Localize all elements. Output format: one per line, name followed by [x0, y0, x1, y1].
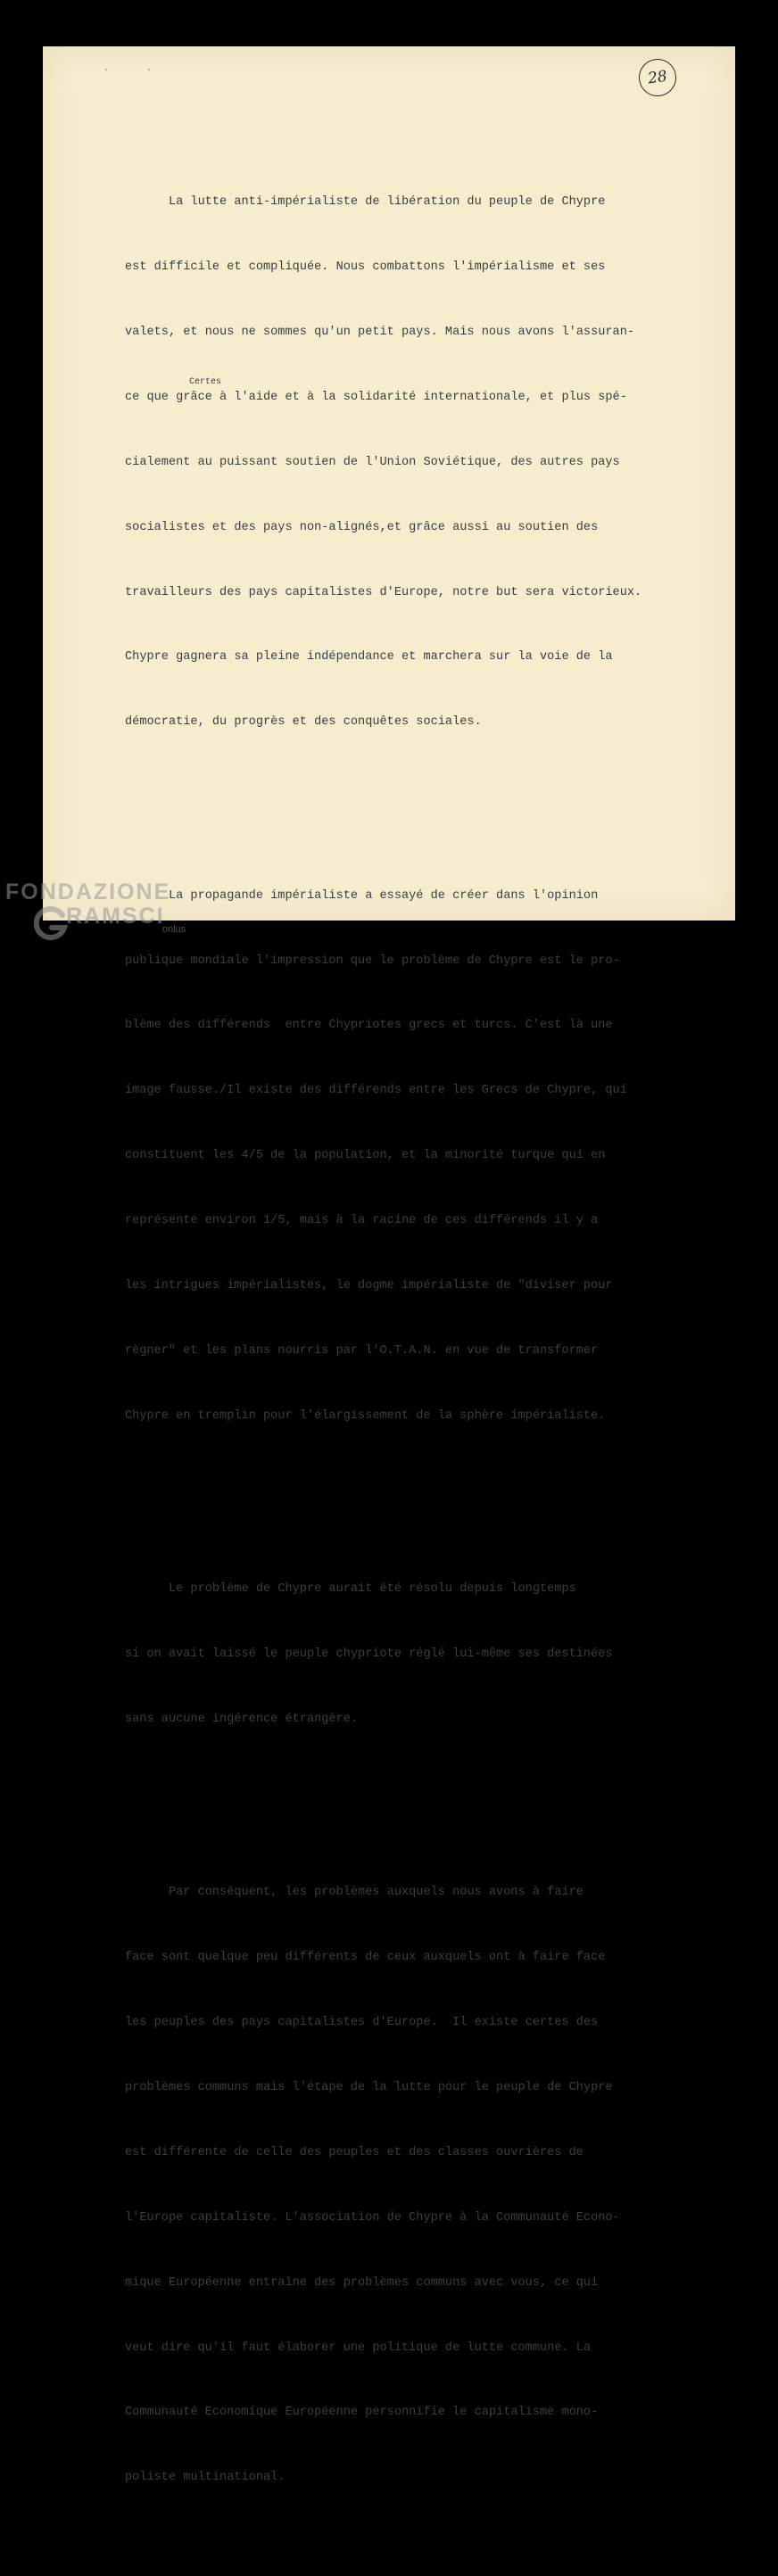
text-line: Communauté Economique Européenne personnifie le capitalisme mono-: [125, 2406, 599, 2420]
text-line: sans aucune ingérence étrangère.: [125, 1712, 359, 1726]
watermark-g-logo-icon: [32, 904, 70, 942]
paragraph-1: [125, 149, 678, 778]
text-line: l'Europe capitaliste. L'association de Chypre à la Communauté Econo-: [125, 2210, 620, 2225]
text-line: si on avait laissé le peuple chypriote réglé lui-même ses destinées: [125, 1647, 613, 1662]
document-text: [125, 105, 678, 2576]
watermark-line1: FONDAZIONE: [5, 879, 171, 904]
text-line: problèmes communs mais l'étape de la lutte pour le peuple de Chypre: [125, 2081, 613, 2095]
archive-watermark: [5, 879, 186, 935]
text-line: blème des différends entre Chypriotes grecs et turcs. C'est là une: [125, 1019, 613, 1033]
text-line: Par conséquent, les problèmes auxquels nous avons à faire: [125, 1886, 584, 1900]
text-line: valets, et nous ne sommes qu'un petit pays. Mais nous avons l'assuran-: [125, 325, 635, 339]
text-line: travailleurs des pays capitalistes d'Europe, notre but sera victorieux.: [125, 585, 642, 599]
text-line: Le problème de Chypre aurait été résolu depuis longtemps: [125, 1582, 576, 1597]
paragraph-4: [125, 1839, 678, 2533]
text-line: est différente de celle des peuples et des classes ouvrières de: [125, 2145, 584, 2159]
text-line: image fausse./Il existe des différends entre les Grecs de Chypre, qui: [125, 1084, 627, 1098]
margin-marks: · ·: [103, 66, 169, 76]
text-line: publique mondiale l'impression que le problème de Chypre est le pro-: [125, 954, 620, 968]
text-line: est difficile et compliquée. Nous combattons l'impérialisme et ses: [125, 260, 606, 275]
text-line: veut dire qu'il faut élaborer une politique de lutte commune. La: [125, 2341, 592, 2355]
text-line: La propagande impérialiste a essayé de créer dans l'opinion: [125, 888, 599, 903]
text-line: mique Européenne entraîne des problèmes communs avec vous, ce qui: [125, 2275, 599, 2290]
text-line: règner" et les plans nourris par l'O.T.A.N. en vue de transformer: [125, 1343, 599, 1358]
text-line: cialement au puissant soutien de l'Union Soviétique, des autres pays: [125, 455, 620, 469]
text-line: démocratie, du progrès et des conquêtes sociales.: [125, 715, 482, 730]
text-line: face sont quelque peu différents de ceux auxquels ont à faire face: [125, 1951, 606, 1965]
text-line: représente environ 1/5, mais à la racine de ces différends il y a: [125, 1214, 599, 1228]
watermark-suffix: onlus: [162, 924, 186, 935]
watermark-line2: RAMSCI: [66, 904, 165, 929]
text-line: socialistes et des pays non-alignés,et grâce aussi au soutien des: [125, 520, 599, 534]
text-line: constituent les 4/5 de la population, et la minorité turque qui en: [125, 1149, 606, 1163]
text-line: poliste multinational.: [125, 2471, 286, 2485]
text-line: Chypre gagnera sa pleine indépendance et marchera sur la voie de la: [125, 650, 613, 665]
text-line: les intrigues impérialistes, le dogme impérialiste de "diviser pour: [125, 1279, 613, 1293]
paragraph-3: [125, 1536, 678, 1774]
text-line: La lutte anti-impérialiste de libération du peuple de Chypre: [125, 195, 606, 210]
page-number: 28: [636, 56, 678, 98]
text-line: les peuples des pays capitalistes d'Europe. Il existe certes des: [125, 2016, 599, 2030]
paragraph-2: [125, 842, 678, 1471]
handwritten-insertion: Certes: [189, 377, 222, 387]
text-line: ce que grâce à l'aide et à la solidarité internationale, et plus spé-: [125, 390, 627, 404]
text-line: Chypre en tremplin pour l'élargissement de la sphère impérialiste.: [125, 1408, 606, 1423]
